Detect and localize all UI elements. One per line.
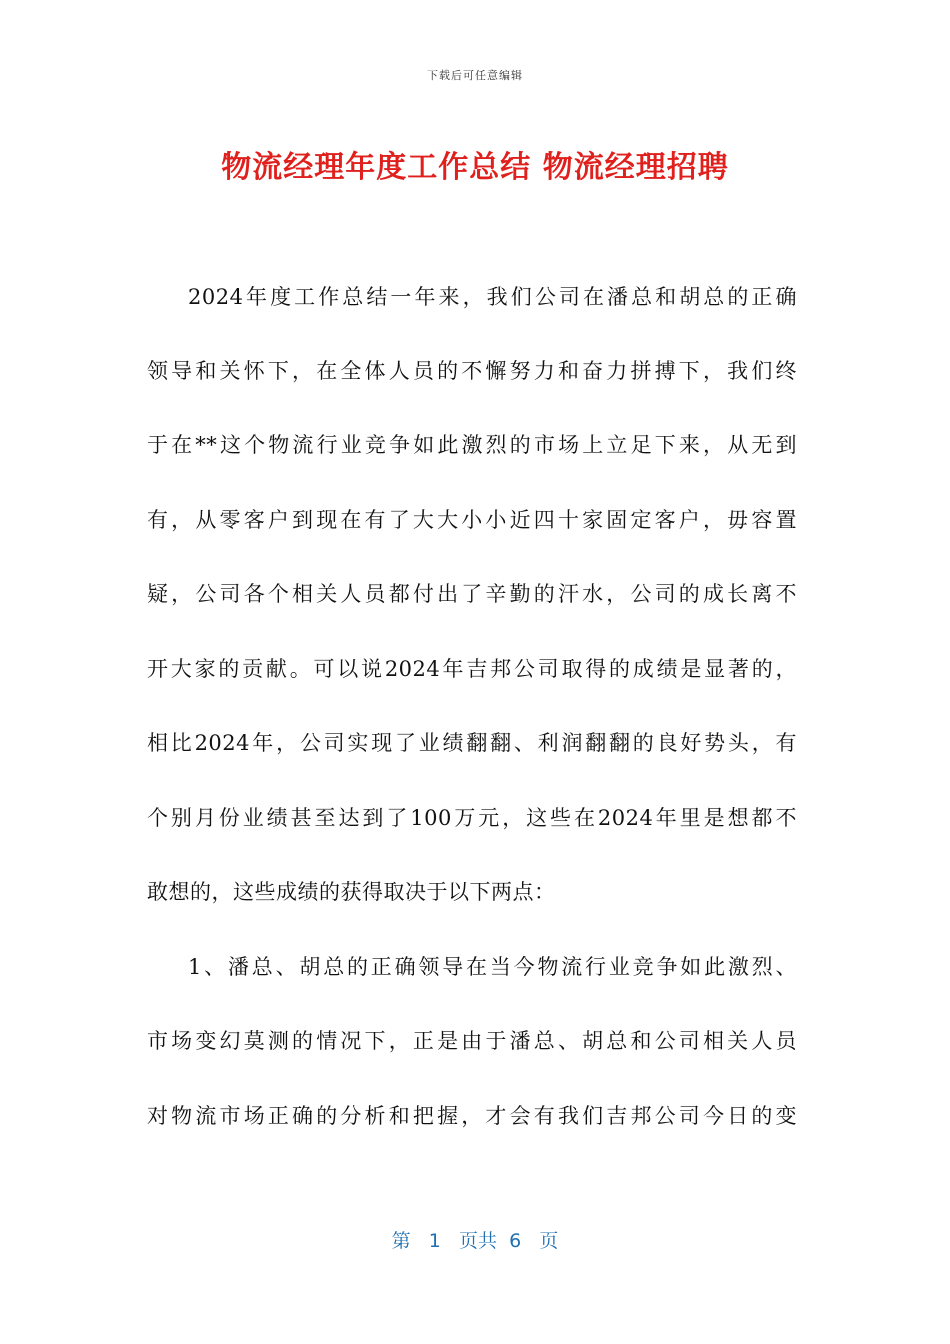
body-line: 开大家的贡献。可以说2024年吉邦公司取得的成绩是显著的， — [147, 657, 797, 681]
body-line: 敢想的，这些成绩的获得取决于以下两点： — [147, 880, 556, 904]
body-line: 有，从零客户到现在有了大大小小近四十家固定客户，毋容置 — [147, 508, 797, 532]
body-line: 疑，公司各个相关人员都付出了辛勤的汗水，公司的成长离不 — [147, 582, 797, 606]
page-label-suffix: 页 — [539, 1230, 559, 1252]
body-line: 个别月份业绩甚至达到了100万元，这些在2024年里是想都不 — [147, 806, 797, 830]
body-line: 2024年度工作总结一年来，我们公司在潘总和胡总的正确 — [188, 285, 797, 309]
body-line: 于在**这个物流行业竞争如此激烈的市场上立足下来，从无到 — [147, 433, 797, 457]
total-pages: 6 — [509, 1230, 522, 1252]
body-line: 市场变幻莫测的情况下，正是由于潘总、胡总和公司相关人员 — [147, 1029, 797, 1053]
header-note: 下载后可任意编辑 — [427, 69, 523, 82]
body-line: 相比2024年，公司实现了业绩翻翻、利润翻翻的良好势头，有 — [147, 731, 797, 755]
body-line: 对物流市场正确的分析和把握，才会有我们吉邦公司今日的变 — [147, 1104, 797, 1128]
page-label-prefix: 第 — [391, 1230, 411, 1252]
page-number: 1 — [428, 1230, 441, 1252]
body-line: 领导和关怀下，在全体人员的不懈努力和奋力拼搏下，我们终 — [147, 359, 797, 383]
document-title: 物流经理年度工作总结 物流经理招聘 — [221, 150, 729, 185]
page-label-mid: 页共 — [459, 1230, 498, 1252]
page-footer — [0, 1226, 950, 1253]
body-line: 1、潘总、胡总的正确领导在当今物流行业竞争如此激烈、 — [188, 955, 797, 979]
